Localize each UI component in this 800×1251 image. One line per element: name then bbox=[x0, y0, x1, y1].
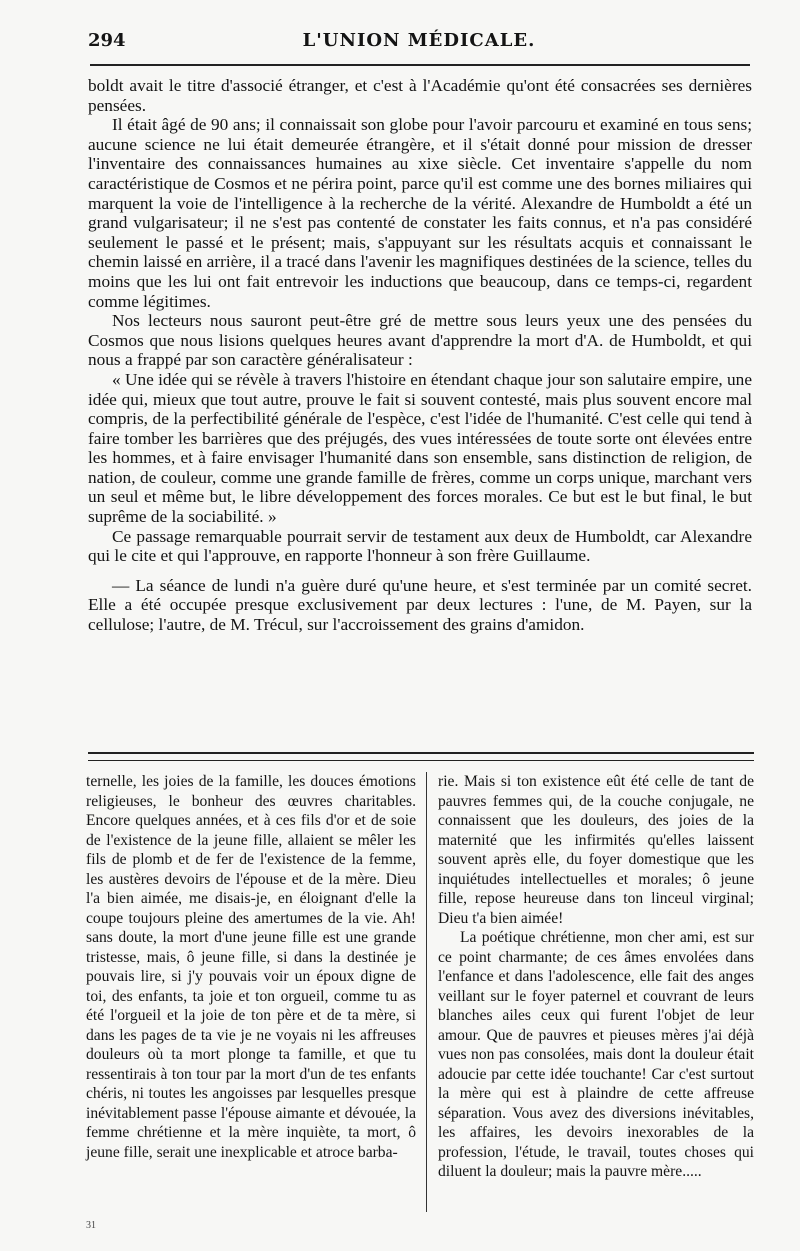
seance-paragraph: — La séance de lundi n'a guère duré qu'une heure, et s'est terminée par un comité secret. Elle a été occupée presque exclusivement par deux lectures : l'une, de M. Payen, sur la cellulose; l'autre, de M. Trécul, sur l'accroissement des grains d'amidon. bbox=[88, 575, 752, 635]
feuilleton-left-column bbox=[86, 772, 416, 1162]
feuilleton-paragraph: rie. Mais si ton existence eût été celle de tant de pauvres femmes qui, de la couche conjugale, ne connaissent que les douleurs, des joies de la maternité que les infirmités qu'elles laissent souvent après elle, du foyer domestique que les inquiétudes intellectuelles et morales; ô jeune fille, repose heureuse dans ton linceul virginal; Dieu t'a bien aimée! bbox=[438, 773, 754, 927]
main-article bbox=[88, 76, 752, 635]
article-paragraph: Ce passage remarquable pourrait servir de testament aux deux de Humboldt, car Alexandre qui le cite et qui l'approuve, en rapporte l'honneur à son frère Guillaume. bbox=[88, 526, 752, 566]
signature-mark: 31 bbox=[86, 1220, 96, 1231]
feuilleton-separator bbox=[88, 752, 754, 761]
cosmos-quote: « Une idée qui se révèle à travers l'histoire en étendant chaque jour son salutaire empire, une idée qui, mieux que tout autre, prouve le fait si souvent contesté, mais plus souvent encore mal compris, de la perfectibilité générale de l'espèce, c'est l'idée de l'humanité. C'est celle qui tend à faire tomber les barrières que des préjugés, des vues intéressées de toute sorte ont élevées entre les hommes, et à faire envisager l'humanité dans son ensemble, sans distinction de religion, de nation, de couleur, comme une grande famille de frères, comme un corps unique, marchant vers un seul et même but, le libre développement des forces morales. Ce but est le but final, le but suprême de la sociabilité. » bbox=[88, 369, 752, 527]
article-paragraph: boldt avait le titre d'associé étranger, et c'est à l'Académie qu'ont été consacrées ses dernières pensées. bbox=[88, 76, 752, 115]
journal-title: L'UNION MÉDICALE. bbox=[302, 30, 536, 51]
page-header bbox=[88, 24, 750, 64]
page-number: 294 bbox=[88, 30, 126, 51]
article-paragraph: Nos lecteurs nous sauront peut-être gré de mettre sous leurs yeux une des pensées du Cosmos que nous lisions quelques heures avant d'apprendre la mort d'A. de Humboldt, et qui nous a frappé par son caractère généralisateur : bbox=[88, 311, 752, 370]
article-paragraph: Il était âgé de 90 ans; il connaissait son globe pour l'avoir parcouru et examiné en tous sens; aucune science ne lui était demeurée étrangère, et il s'était donné pour mission de dresser l'inventaire des connaissances humaines au xixe siècle. Cet inventaire s'appelle du nom caractéristique de Cosmos et ne périra point, parce qu'il est comme une des bornes miliaires qui marquent la voie de l'intelligence à la recherche de la vérité. Alexandre de Humboldt a été un grand vulgarisateur; il ne s'est pas contenté de constater les faits connus, et n'a pas considéré seulement le passé et le présent; mais, s'appuyant sur les résultats acquis et connaissant le chemin laissé en arrière, il a tracé dans l'avenir les magnifiques destinées de la science, telles du moins que les lui ont fait entrevoir les inductions que beaucoup, dans ce temps-ci, regardent comme légitimes. bbox=[88, 115, 752, 311]
header-rule bbox=[90, 64, 750, 66]
feuilleton-right-column bbox=[438, 772, 754, 1182]
feuilleton-paragraph: La poétique chrétienne, mon cher ami, est sur ce point charmante; de ces âmes envolées dans l'enfance et dans l'adolescence, elle fait des anges veillant sur le foyer paternel et couvrant de leurs blanches ailes ceux qui furent l'objet de leur amour. Que de pauvres et pieuses mères j'ai déjà vues non pas consolées, mais dont la douleur était adoucie par cette idée touchante! Car c'est surtout la mère qui est à plaindre de cette affreuse séparation. Vous avez des diversions inévitables, les affaires, les devoirs inexorables de la profession, l'étude, le travail, toutes choses qui diluent la douleur; mais la pauvre mère..... bbox=[438, 929, 754, 1180]
feuilleton-paragraph: ternelle, les joies de la famille, les douces émotions religieuses, le bonheur des œuvres charitables. Encore quelques années, et à ces fils d'or et de soie de l'existence de la jeune fille, allaient se mêler les fils de plomb et de fer de l'existence de la femme, les austères devoirs de l'épouse et de la mère. Dieu l'a bien aimée, me disais-je, en éloignant d'elle la coupe toujours pleine des amertumes de la vie. Ah! sans doute, la mort d'une jeune fille est une grande tristesse, mais, ô jeune fille, si dans la destinée je pouvais lire, si j'y pouvais voir un époux digne de toi, des enfants, ta joie et ton orgueil, comme tu as été l'orgueil et la joie de ton père et de ta mère, si dans les pages de ta vie je ne voyais ni les affreuses douleurs où ta mort plonge ta famille, et que tu ressentirais à ton tour par la mort d'un de tes enfants chéris, ni toutes les angoisses par lesquelles presque inévitablement passe l'épouse aimante et dévouée, la femme chrétienne et la mère inquiète, ta mort, ô jeune fille, serait une inexplicable et atroce barba- bbox=[86, 773, 416, 1161]
column-divider bbox=[426, 772, 427, 1212]
